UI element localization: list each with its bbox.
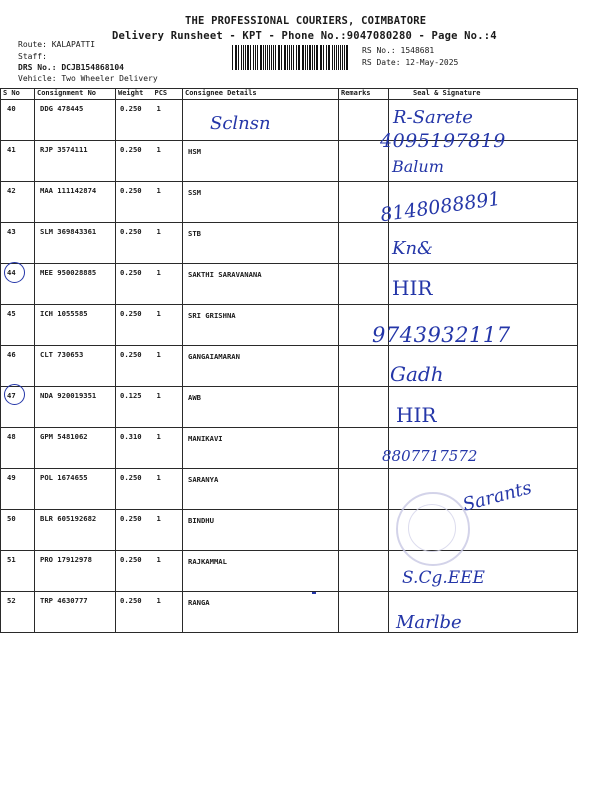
row-consignee: GANGAIAMARAN bbox=[183, 346, 339, 387]
row-consignee: RAJKAMMAL bbox=[183, 551, 339, 592]
row-remarks bbox=[339, 551, 389, 592]
row-weight: 0.250 bbox=[116, 592, 153, 633]
staff-label: Staff: bbox=[18, 52, 47, 61]
row-consignment-no: MAA 111142874 bbox=[35, 182, 116, 223]
row-consignee: SAKTHI SARAVANANA bbox=[183, 264, 339, 305]
handwritten-phone-42: 8148088891 bbox=[379, 187, 502, 227]
row-sno: 50 bbox=[1, 510, 35, 551]
col-remarks: Remarks bbox=[339, 89, 389, 100]
col-consignment: Consignment No bbox=[35, 89, 116, 100]
row-weight: 0.125 bbox=[116, 387, 153, 428]
row-consignment-no: TRP 4630777 bbox=[35, 592, 116, 633]
handwritten-signature-49: Sarants bbox=[460, 477, 534, 516]
row-sno: 41 bbox=[1, 141, 35, 182]
row-sno: 48 bbox=[1, 428, 35, 469]
handwritten-signature-40: R-Sarete bbox=[393, 107, 473, 128]
row-consignee: SSM bbox=[183, 182, 339, 223]
row-consignment-no: MEE 950028885 bbox=[35, 264, 116, 305]
row-consignment-no: BLR 605192682 bbox=[35, 510, 116, 551]
runsheet-subtitle: Delivery Runsheet - KPT - Phone No.:9047080280 - Page No.:4 bbox=[112, 30, 497, 42]
handwritten-phone-48: 8807717572 bbox=[382, 447, 478, 465]
row-pcs: 1 bbox=[153, 428, 183, 469]
row-remarks bbox=[339, 592, 389, 633]
row-pcs: 1 bbox=[153, 100, 183, 141]
row-consignment-no: NDA 920019351 bbox=[35, 387, 116, 428]
col-sno: S No bbox=[1, 89, 35, 100]
barcode-image bbox=[232, 45, 350, 70]
circle-mark-44 bbox=[4, 262, 25, 283]
row-weight: 0.250 bbox=[116, 182, 153, 223]
row-sno: 44 bbox=[1, 264, 35, 305]
row-consignment-no: POL 1674655 bbox=[35, 469, 116, 510]
handwritten-phone-40: 4095197819 bbox=[380, 130, 506, 152]
handwritten-signature-51: S.Cg.EEE bbox=[402, 568, 485, 588]
row-pcs: 1 bbox=[153, 346, 183, 387]
row-sno: 52 bbox=[1, 592, 35, 633]
row-sno: 40 bbox=[1, 100, 35, 141]
circle-mark-47 bbox=[4, 384, 25, 405]
row-weight: 0.250 bbox=[116, 305, 153, 346]
row-remarks bbox=[339, 223, 389, 264]
row-pcs: 1 bbox=[153, 182, 183, 223]
row-remarks bbox=[339, 469, 389, 510]
row-pcs: 1 bbox=[153, 551, 183, 592]
handwritten-signature-46: Gadh bbox=[390, 362, 444, 386]
table-row bbox=[1, 551, 578, 592]
seal-stamp bbox=[396, 492, 470, 566]
row-consignment-no: CLT 730653 bbox=[35, 346, 116, 387]
handwritten-signature-43: Kn& bbox=[392, 238, 434, 259]
handwritten-signature-44: HIR bbox=[392, 276, 433, 300]
row-sno: 51 bbox=[1, 551, 35, 592]
table-row bbox=[1, 223, 578, 264]
row-weight: 0.250 bbox=[116, 100, 153, 141]
row-weight: 0.250 bbox=[116, 346, 153, 387]
table-row bbox=[1, 346, 578, 387]
row-sno: 47 bbox=[1, 387, 35, 428]
col-weight: Weight bbox=[116, 89, 153, 100]
row-pcs: 1 bbox=[153, 469, 183, 510]
handwritten-consignee-40: Sclnsn bbox=[210, 113, 271, 134]
row-sno: 45 bbox=[1, 305, 35, 346]
row-weight: 0.310 bbox=[116, 428, 153, 469]
row-remarks bbox=[339, 510, 389, 551]
row-consignee: STB bbox=[183, 223, 339, 264]
row-consignee: MANIKAVI bbox=[183, 428, 339, 469]
table-row bbox=[1, 592, 578, 633]
row-consignee: BINDHU bbox=[183, 510, 339, 551]
handwritten-signature-41: Balum bbox=[392, 157, 444, 176]
row-pcs: 1 bbox=[153, 264, 183, 305]
row-pcs: 1 bbox=[153, 387, 183, 428]
row-remarks bbox=[339, 264, 389, 305]
row-sno: 42 bbox=[1, 182, 35, 223]
row-consignment-no: PRO 17912978 bbox=[35, 551, 116, 592]
handwritten-signature-47: HIR bbox=[396, 403, 437, 427]
company-title: THE PROFESSIONAL COURIERS, COIMBATORE bbox=[185, 15, 427, 27]
drs-number: DRS No.: DCJB154868104 bbox=[18, 63, 124, 72]
row-sno: 43 bbox=[1, 223, 35, 264]
row-weight: 0.250 bbox=[116, 469, 153, 510]
row-sno: 46 bbox=[1, 346, 35, 387]
row-consignee: SRI GRISHNA bbox=[183, 305, 339, 346]
table-header-row bbox=[1, 89, 578, 100]
row-consignee: RANGA bbox=[183, 592, 339, 633]
table-row bbox=[1, 428, 578, 469]
row-consignee: SARANYA bbox=[183, 469, 339, 510]
row-consignment-no: DDG 478445 bbox=[35, 100, 116, 141]
col-pcs: PCS bbox=[153, 89, 183, 100]
row-remarks bbox=[339, 346, 389, 387]
col-consignee: Consignee Details bbox=[183, 89, 339, 100]
handwritten-phone-45: 9743932117 bbox=[372, 323, 511, 347]
row-pcs: 1 bbox=[153, 223, 183, 264]
row-pcs: 1 bbox=[153, 592, 183, 633]
row-pcs: 1 bbox=[153, 305, 183, 346]
col-signature: Seal & Signature bbox=[389, 89, 578, 100]
row-weight: 0.250 bbox=[116, 223, 153, 264]
rs-date: RS Date: 12-May-2025 bbox=[362, 58, 459, 67]
row-remarks bbox=[339, 428, 389, 469]
row-consignment-no: ICH 1055585 bbox=[35, 305, 116, 346]
row-remarks bbox=[339, 387, 389, 428]
row-consignee: AWB bbox=[183, 387, 339, 428]
row-pcs: 1 bbox=[153, 141, 183, 182]
rs-number: RS No.: 1548681 bbox=[362, 46, 435, 55]
row-weight: 0.250 bbox=[116, 510, 153, 551]
ink-dot bbox=[312, 592, 316, 594]
row-weight: 0.250 bbox=[116, 141, 153, 182]
table-row bbox=[1, 264, 578, 305]
row-weight: 0.250 bbox=[116, 264, 153, 305]
table-row bbox=[1, 510, 578, 551]
row-weight: 0.250 bbox=[116, 551, 153, 592]
row-consignment-no: RJP 3574111 bbox=[35, 141, 116, 182]
row-consignee: HSM bbox=[183, 141, 339, 182]
runsheet-table bbox=[0, 88, 578, 633]
handwritten-signature-52: Marlbe bbox=[396, 612, 462, 633]
row-pcs: 1 bbox=[153, 510, 183, 551]
route-label: Route: KALAPATTI bbox=[18, 40, 96, 49]
row-consignment-no: SLM 369843361 bbox=[35, 223, 116, 264]
row-consignment-no: GPM 5481062 bbox=[35, 428, 116, 469]
vehicle-label: Vehicle: Two Wheeler Delivery bbox=[18, 74, 158, 83]
table-row bbox=[1, 387, 578, 428]
row-sno: 49 bbox=[1, 469, 35, 510]
